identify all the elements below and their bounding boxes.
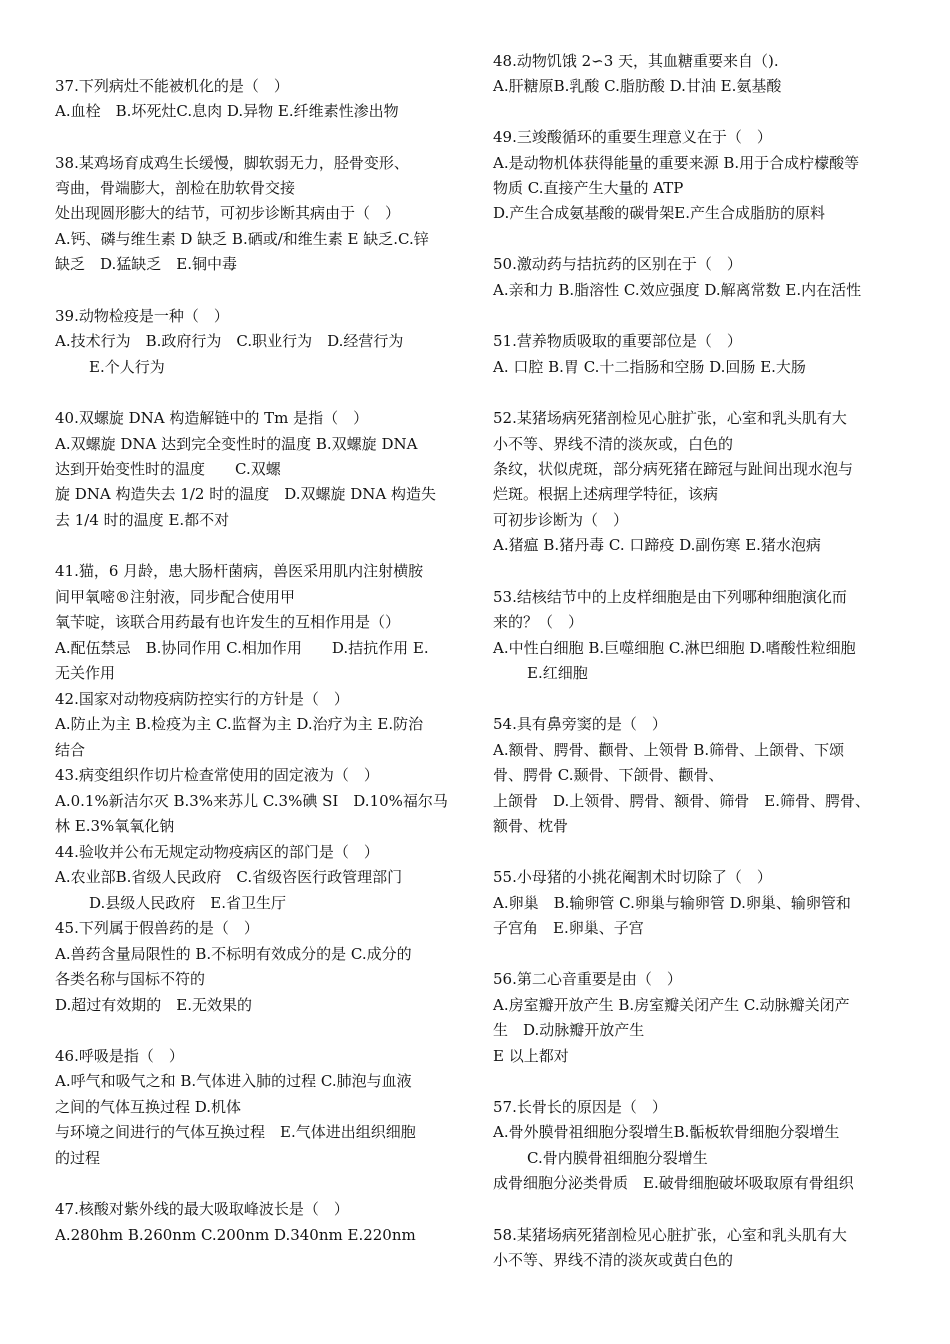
text-line: D.县级人民政府 E.省卫生厅 bbox=[89, 894, 286, 912]
text-line: 生 D.动脉瓣开放产生 bbox=[493, 1021, 645, 1039]
text-line: A.配伍禁忌 B.协同作用 C.相加作用 D.拮抗作用 E. bbox=[55, 639, 429, 657]
text-line: 小不等、界线不清的淡灰或，白色的 bbox=[493, 435, 734, 453]
text-line: 41.猫，6 月龄，患大肠杆菌病，兽医采用肌内注射横胺 bbox=[55, 562, 424, 580]
text-line: 缺乏 D.猛缺乏 E.铜中毒 bbox=[55, 255, 237, 273]
text-line: 44.验收并公布无规定动物疫病区的部门是（ ） bbox=[55, 843, 379, 861]
text-line: 条纹，状似虎斑，部分病死猪在蹄冠与趾间出现水泡与 bbox=[493, 460, 854, 478]
text-line: 53.结核结节中的上皮样细胞是由下列哪种细胞演化而 bbox=[493, 588, 847, 606]
text-line: A.亲和力 B.脂溶性 C.效应强度 D.解离常数 E.内在活性 bbox=[493, 281, 862, 299]
text-line: 46.呼吸是指（ ） bbox=[55, 1047, 184, 1065]
text-line: A.0.1%新洁尔灭 B.3%来苏儿 C.3%碘 SI D.10%福尔马 bbox=[55, 792, 448, 810]
text-line: 物质 C.直接产生大量的 ATP bbox=[493, 179, 684, 197]
text-line: 氧苄啶，该联合用药最有也许发生的互相作用是（） bbox=[55, 613, 401, 631]
text-line: 51.营养物质吸取的重要部位是（ ） bbox=[493, 332, 742, 350]
text-line: E.个人行为 bbox=[89, 358, 165, 376]
text-line: E.红细胞 bbox=[527, 664, 588, 682]
text-line: 52.某猪场病死猪剖检见心脏扩张，心室和乳头肌有大 bbox=[493, 409, 847, 427]
text-line: 骨、腭骨 C.颞骨、下颌骨、颧骨、 bbox=[493, 766, 724, 784]
text-line: 37.下列病灶不能被机化的是（ ） bbox=[55, 77, 289, 95]
text-line: 林 E.3%氧氧化钠 bbox=[55, 817, 175, 835]
text-line: A.肝糖原B.乳酸 C.脂肪酸 D.甘油 E.氨基酸 bbox=[493, 77, 782, 95]
text-line: A.是动物机体获得能量的重要来源 B.用于合成柠檬酸等 bbox=[493, 154, 860, 172]
text-line: 55.小母猪的小挑花阉割术时切除了（ ） bbox=[493, 868, 772, 886]
text-line: 42.国家对动物疫病防控实行的方针是（ ） bbox=[55, 690, 349, 708]
text-line: 39.动物检疫是一种（ ） bbox=[55, 307, 229, 325]
text-line: C.骨内膜骨祖细胞分裂增生 bbox=[527, 1149, 708, 1167]
text-line: 额骨、枕骨 bbox=[493, 817, 569, 835]
text-line: 间甲氧嘧®注射液，同步配合使用甲 bbox=[55, 588, 296, 606]
text-line: A.额骨、腭骨、颧骨、上领骨 B.筛骨、上颌骨、下颂 bbox=[493, 741, 845, 759]
text-line: 上颌骨 D.上领骨、腭骨、额骨、筛骨 E.筛骨、腭骨、 bbox=[493, 792, 870, 810]
text-line: A.房室瓣开放产生 B.房室瓣关闭产生 C.动脉瓣关闭产 bbox=[493, 996, 850, 1014]
text-line: 烂斑。根据上述病理学特征，该病 bbox=[493, 485, 719, 503]
text-line: 旋 DNA 构造失去 1/2 时的温度 D.双螺旋 DNA 构造失 bbox=[55, 485, 436, 503]
text-line: A.呼气和吸气之和 B.气体进入肺的过程 C.肺泡与血液 bbox=[55, 1072, 412, 1090]
text-line: A.技术行为 B.政府行为 C.职业行为 D.经营行为 bbox=[55, 332, 404, 350]
text-line: 56.第二心音重要是由（ ） bbox=[493, 970, 682, 988]
text-line: 去 1/4 时的温度 E.都不对 bbox=[55, 511, 230, 529]
text-line: 成骨细胞分泌类骨质 E.破骨细胞破坏吸取原有骨组织 bbox=[493, 1174, 854, 1192]
text-line: 47.核酸对紫外线的最大吸取峰波长是（ ） bbox=[55, 1200, 349, 1218]
text-line: 结合 bbox=[55, 741, 86, 759]
text-line: A.卵巢 B.输卵管 C.卵巢与输卵管 D.卵巢、输卵管和 bbox=[493, 894, 851, 912]
text-line: 小不等、界线不清的淡灰或黄白色的 bbox=[493, 1251, 734, 1269]
text-line: A.兽药含量局限性的 B.不标明有效成分的是 C.成分的 bbox=[55, 945, 412, 963]
text-line: A.血栓 B.坏死灶C.息肉 D.异物 E.纤维素性渗出物 bbox=[55, 102, 399, 120]
text-line: 43.病变组织作切片检查常使用的固定液为（ ） bbox=[55, 766, 379, 784]
text-line: 38.某鸡场育成鸡生长缓慢，脚软弱无力，胫骨变形、 bbox=[55, 154, 409, 172]
text-line: 子宫角 E.卵巢、子宫 bbox=[493, 919, 644, 937]
text-line: 54.具有鼻旁窦的是（ ） bbox=[493, 715, 667, 733]
text-line: 可初步诊断为（ ） bbox=[493, 511, 629, 529]
text-line: A.防止为主 B.检疫为主 C.监督为主 D.治疗为主 E.防治 bbox=[55, 715, 424, 733]
text-line: E 以上都对 bbox=[493, 1047, 569, 1065]
text-line: D.超过有效期的 E.无效果的 bbox=[55, 996, 252, 1014]
text-line: A.农业部B.省级人民政府 C.省级咨医行政管理部门 bbox=[55, 868, 403, 886]
text-line: 无关作用 bbox=[55, 664, 116, 682]
text-line: 48.动物饥饿 2∽3 天，其血糖重要来自（). bbox=[493, 52, 779, 70]
text-line: 40.双螺旋 DNA 构造解链中的 Tm 是指（ ） bbox=[55, 409, 369, 427]
text-line: A.猪瘟 B.猪丹毒 C. 口蹄疫 D.副伤寒 E.猪水泡病 bbox=[493, 536, 821, 554]
text-line: 50.激动药与拮抗药的区别在于（ ） bbox=[493, 255, 742, 273]
text-line: 57.长骨长的原因是（ ） bbox=[493, 1098, 667, 1116]
text-line: 之间的气体互换过程 D.机体 bbox=[55, 1098, 242, 1116]
text-line: 达到开始变性时的温度 C.双螺 bbox=[55, 460, 281, 478]
text-line: A.钙、磷与维生素 D 缺乏 B.硒或/和维生素 E 缺乏.C.锌 bbox=[55, 230, 429, 248]
text-line: 的过程 bbox=[55, 1149, 101, 1167]
text-line: 来的？（ ） bbox=[493, 613, 584, 631]
text-line: 58.某猪场病死猪剖检见心脏扩张，心室和乳头肌有大 bbox=[493, 1226, 847, 1244]
text-line: A.双螺旋 DNA 达到完全变性时的温度 B.双螺旋 DNA bbox=[55, 435, 418, 453]
text-line: A. 口腔 B.胃 C.十二指肠和空肠 D.回肠 E.大肠 bbox=[493, 358, 806, 376]
text-line: 49.三竣酸循环的重要生理意义在于（ ） bbox=[493, 128, 772, 146]
text-line: 45.下列属于假兽药的是（ ） bbox=[55, 919, 259, 937]
text-line: 与环境之间进行的气体互换过程 E.气体进出组织细胞 bbox=[55, 1123, 416, 1141]
text-line: 处出现圆形膨大的结节，可初步诊断其病由于（ ） bbox=[55, 204, 401, 222]
text-line: 弯曲，骨端膨大，剖检在肋软骨交接 bbox=[55, 179, 296, 197]
text-line: A.中性白细胞 B.巨噬细胞 C.淋巴细胞 D.嗜酸性粒细胞 bbox=[493, 639, 856, 657]
text-line: A.骨外膜骨祖细胞分裂增生B.骺板软骨细胞分裂增生 bbox=[493, 1123, 840, 1141]
text-line: 各类名称与国标不符的 bbox=[55, 970, 206, 988]
text-line: D.产生合成氨基酸的碳骨架E.产生合成脂肪的原料 bbox=[493, 204, 825, 222]
text-line: A.280hm B.260nm C.200nm D.340nm E.220nm bbox=[55, 1226, 416, 1244]
